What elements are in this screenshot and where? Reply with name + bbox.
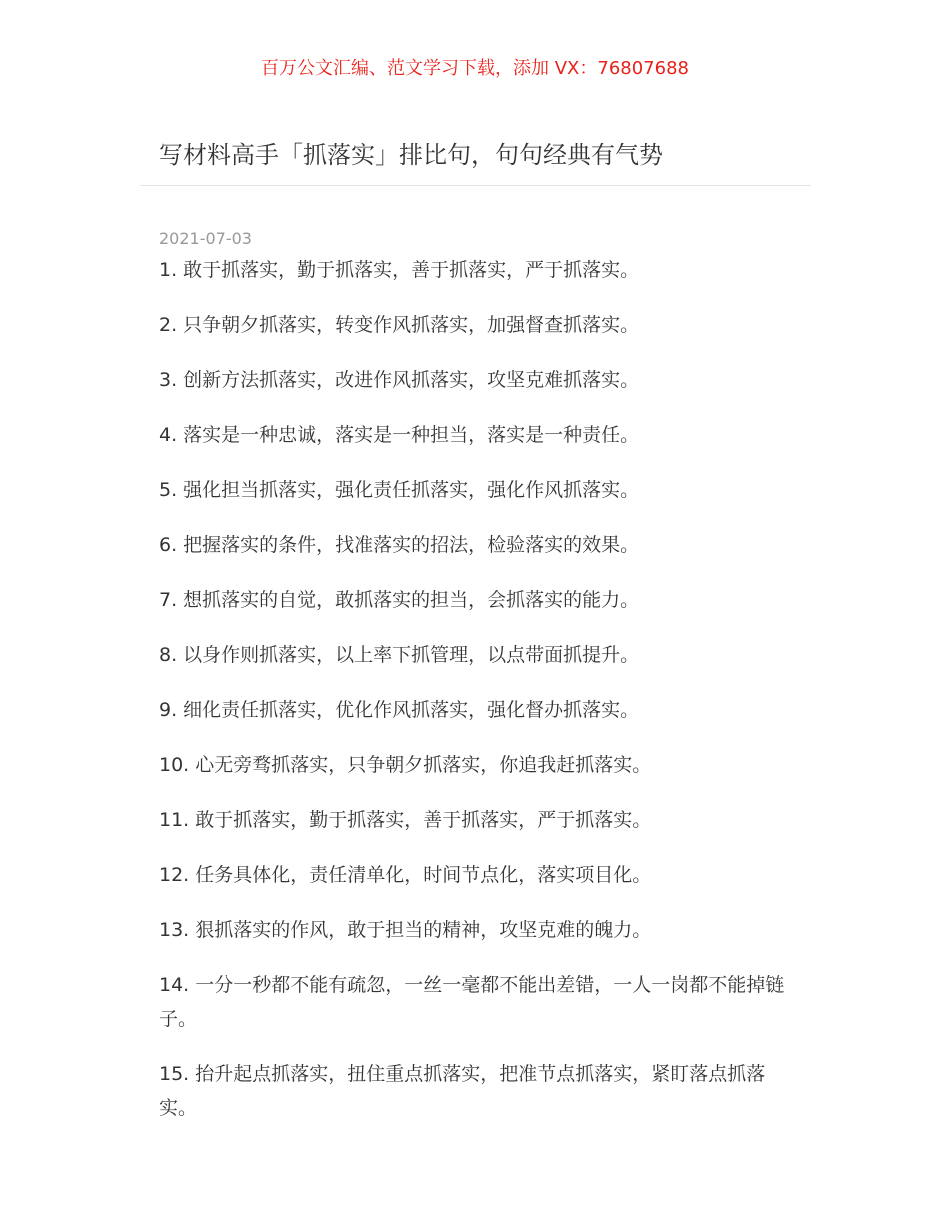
title-divider	[140, 185, 811, 186]
list-item: 2. 只争朝夕抓落实，转变作风抓落实，加强督查抓落实。	[159, 314, 640, 336]
list-item: 14. 一分一秒都不能有疏忽，一丝一毫都不能出差错，一人一岗都不能掉链子。	[159, 974, 785, 1030]
list-item: 12. 任务具体化，责任清单化，时间节点化，落实项目化。	[159, 864, 652, 886]
list-item: 5. 强化担当抓落实，强化责任抓落实，强化作风抓落实。	[159, 479, 640, 501]
list-item: 4. 落实是一种忠诚，落实是一种担当，落实是一种责任。	[159, 424, 640, 446]
list-item: 9. 细化责任抓落实，优化作风抓落实，强化督办抓落实。	[159, 699, 640, 721]
list-item: 11. 敢于抓落实，勤于抓落实，善于抓落实，严于抓落实。	[159, 809, 652, 831]
article-title: 写材料高手「抓落实」排比句，句句经典有气势	[159, 141, 663, 169]
publish-date: 2021-07-03	[159, 229, 252, 248]
list-item: 7. 想抓落实的自觉，敢抓落实的担当，会抓落实的能力。	[159, 589, 640, 611]
list-item: 3. 创新方法抓落实，改进作风抓落实，攻坚克难抓落实。	[159, 369, 640, 391]
list-item: 6. 把握落实的条件，找准落实的招法，检验落实的效果。	[159, 534, 640, 556]
list-item: 1. 敢于抓落实，勤于抓落实，善于抓落实，严于抓落实。	[159, 259, 640, 281]
promo-banner: 百万公文汇编、范文学习下载，添加 VX：76807688	[261, 58, 689, 79]
list-item: 13. 狠抓落实的作风，敢于担当的精神，攻坚克难的魄力。	[159, 919, 652, 941]
list-item: 15. 抬升起点抓落实，扭住重点抓落实，把准节点抓落实，紧盯落点抓落实。	[159, 1063, 766, 1119]
list-item: 8. 以身作则抓落实，以上率下抓管理，以点带面抓提升。	[159, 644, 640, 666]
list-item: 10. 心无旁骛抓落实，只争朝夕抓落实，你追我赶抓落实。	[159, 754, 652, 776]
sentence-list	[159, 253, 795, 1146]
